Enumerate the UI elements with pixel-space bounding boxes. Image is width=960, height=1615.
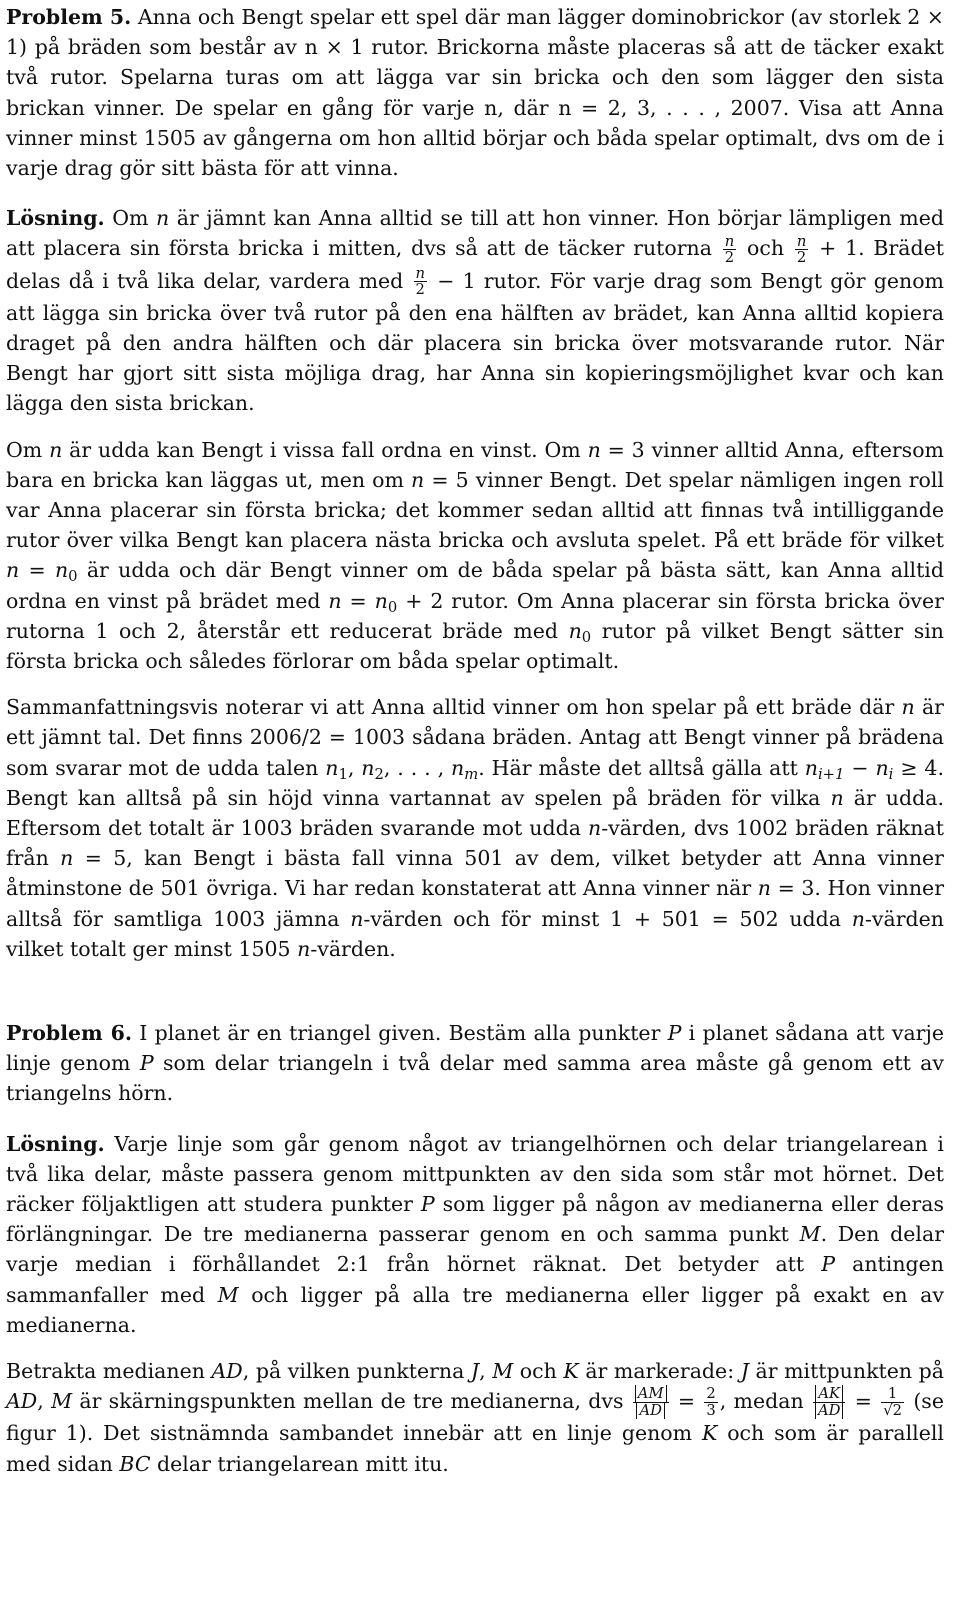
problem-6-label: Problem 6. <box>6 1020 133 1045</box>
math-var: n <box>830 785 844 810</box>
solution-5-paragraph-1 <box>6 203 944 418</box>
math-var: n <box>875 755 889 780</box>
text-run: Sammanfattningsvis noterar vi att Anna alltid vinner om hon spelar på ett bräde där <box>6 695 895 720</box>
problem-5-label: Problem 5. <box>6 5 132 29</box>
math-var: n <box>60 846 74 871</box>
math-var: J <box>740 1359 749 1383</box>
frac-num: AM <box>635 1385 667 1402</box>
text-run: antingen sammanfaller med <box>6 1252 944 1307</box>
text-run: -värden. <box>310 936 396 961</box>
text-run: , på vilken punkterna <box>242 1359 465 1383</box>
text-run: , <box>37 1389 44 1414</box>
text-run: Betrakta medianen <box>6 1359 205 1383</box>
solution-6-paragraph-1 <box>6 1129 944 1340</box>
text-run: som ligger på någon av medianerna eller deras förlängningar. De tre medianerna passerar genom en och samma punkt <box>6 1191 944 1247</box>
text-run: är ett jämnt tal. Det finns 2006/2 = 1003 sådana bräden. Antag att Bengt vinner på brädena som svarar mot de udda talen <box>6 695 944 780</box>
math-var: AD <box>6 1389 38 1414</box>
text-run: (se figur 1). Det sistnämnda sambandet innebär att en linje genom <box>6 1389 944 1446</box>
math-var: n <box>411 467 425 492</box>
text-run: Om <box>6 437 43 462</box>
fraction-2-over-3 <box>704 1386 717 1418</box>
subscript: i <box>888 765 894 783</box>
math-var: n <box>156 206 170 231</box>
text-run: och som är parallell med sidan <box>6 1421 944 1476</box>
fraction-n-over-2 <box>723 234 737 266</box>
text-run: = 3 vinner alltid Anna, eftersom bara en bricka kan läggas ut, men om <box>6 437 944 492</box>
math-var: K <box>701 1421 718 1446</box>
math-var: P <box>420 1191 435 1216</box>
text-run: ≥ 4. Bengt kan alltså på sin höjd vinna vartannat av spelen på bräden för vilka <box>6 755 944 810</box>
math-var: n <box>851 906 865 931</box>
math-var: M <box>492 1359 514 1383</box>
subscript: 0 <box>387 598 398 616</box>
text-run: rutor på vilket Bengt sätter sin första bricka och således förlorar om båda spelar optimalt. <box>6 618 944 673</box>
text-run: och <box>519 1359 557 1383</box>
math-var: P <box>667 1020 682 1045</box>
fraction-n-over-2 <box>414 266 428 298</box>
text-run: är udda och där Bengt vinner om de båda spelar på bästa sätt, kan Anna alltid ordna en vinst på brädet med <box>6 558 944 613</box>
fraction-am-over-ad <box>633 1386 669 1418</box>
text-run: -värden, dvs 1002 bräden räknat från <box>6 815 944 871</box>
text-run: är udda. Eftersom det totalt är 1003 bräden svarande mot udda <box>6 785 944 840</box>
frac-den: 2 <box>796 249 807 267</box>
subscript: i+1 <box>817 765 845 783</box>
text-run: = <box>677 1389 696 1414</box>
math-var: n <box>451 755 465 780</box>
math-var: n <box>361 755 375 780</box>
text-run: som delar triangeln i två delar med samma area måste gå genom ett av triangelns hörn. <box>6 1051 944 1106</box>
math-var: n <box>6 558 20 583</box>
text-run: I planet är en triangel given. Bestäm alla punkter <box>139 1020 661 1045</box>
frac-num: n <box>796 232 807 250</box>
frac-num: n <box>415 264 425 282</box>
text-run: + 1. Brädet delas då i två lika delar, vardera med <box>6 236 944 293</box>
text-run: är skärningspunkten mellan de tre medianerna, dvs <box>79 1389 624 1414</box>
math-var: n <box>587 437 601 462</box>
solution-6-paragraph-2 <box>6 1356 944 1479</box>
problem-5-text: Anna och Bengt spelar ett spel där man lägger dominobrickor (av storlek 2 × 1) på bräden som består av n × 1 rutor. Brickorna måste placeras så att de täcker exakt två rutor. Spelarna turas om att lägga var sin bricka och den som lägger den sista brickan vinner. De spelar en gång för varje n, där n = 2, 3, . . . , 2007. Visa att Anna vinner minst 1505 av gångerna om hon alltid börjar och båda spelar optimalt, dvs om de i varje drag gör sitt bästa för att vinna. <box>6 5 944 181</box>
solution-5-label: Lösning. <box>6 206 105 231</box>
text-run: är udda kan Bengt i vissa fall ordna en vinst. Om <box>69 437 581 462</box>
solution-5-paragraph-2 <box>6 435 944 677</box>
math-var: n <box>901 695 915 720</box>
text-run: , . . . , <box>383 755 445 780</box>
fraction-1-over-sqrt2 <box>881 1386 904 1418</box>
solution-6-label: Lösning. <box>6 1131 105 1156</box>
math-var: n <box>49 437 63 462</box>
subscript: 2 <box>374 765 384 783</box>
math-var: n <box>297 936 311 961</box>
subscript: 0 <box>581 628 592 646</box>
text-run: och ligger på alla tre medianerna eller ligger på exakt en av medianerna. <box>6 1282 944 1337</box>
text-run: = 3. Hon vinner alltså för samtliga 1003 jämna <box>6 876 944 931</box>
math-var: n <box>588 815 602 840</box>
math-var: M <box>51 1389 73 1414</box>
math-var: BC <box>119 1451 151 1476</box>
math-var: K <box>563 1359 579 1383</box>
math-var: AD <box>211 1359 243 1383</box>
text-run: -värden vilket totalt ger minst 1505 <box>6 906 944 961</box>
math-var: P <box>821 1252 836 1277</box>
subscript: m <box>464 765 479 783</box>
text-run: Om <box>112 206 149 231</box>
frac-num: 2 <box>706 1385 716 1403</box>
text-run: = <box>854 1389 872 1414</box>
math-var: M <box>217 1282 239 1307</box>
text-run: delar triangelarean mitt itu. <box>157 1451 449 1476</box>
text-run: , medan <box>719 1389 804 1414</box>
fraction-n-over-2 <box>795 234 809 266</box>
math-var: n <box>328 588 342 613</box>
text-run: är markerade: <box>585 1359 735 1383</box>
text-run: är jämnt kan Anna alltid se till att hon vinner. Hon börjar lämpligen med att placera sin första bricka i mitten, dvs så att de täcker rutorna <box>6 206 944 261</box>
math-var: n <box>350 906 364 931</box>
text-run: = 5, kan Bengt i bästa fall vinna 501 av dem, vilket betyder att Anna vinner åtminstone de 501 övriga. Vi har redan konstaterat att Anna vinner när <box>6 846 944 901</box>
frac-num: n <box>724 232 735 250</box>
text-run: , <box>479 1359 486 1383</box>
fraction-ak-over-ad <box>813 1386 845 1418</box>
math-var: P <box>139 1051 154 1076</box>
subscript: 0 <box>68 568 78 586</box>
text-run: är mittpunkten på <box>755 1359 944 1383</box>
frac-num: AK <box>815 1385 843 1402</box>
math-var: n <box>54 558 69 583</box>
math-var: n <box>804 755 818 780</box>
text-run: − <box>851 755 869 780</box>
math-var: n <box>325 755 339 780</box>
text-run: + 2 rutor. Om Anna placerar sin första bricka över rutorna 1 och 2, återstår ett reducerat bräde med <box>6 588 944 643</box>
text-run: = 5 vinner Bengt. Det spelar nämligen ingen roll var Anna placerar sin första bricka; det kommer sedan alltid att finnas två intilliggande rutor över vilka Bengt kan placera nästa bricka och avsluta spelet. På ett bräde för vilket <box>6 467 944 553</box>
math-var: n <box>374 588 388 613</box>
text-run: . Här måste det alltså gälla att <box>478 755 798 780</box>
subscript: 1 <box>338 765 348 783</box>
problem-5-statement <box>6 2 944 183</box>
math-var: M <box>799 1222 821 1247</box>
problem-6-statement <box>6 1018 944 1109</box>
frac-den: 2 <box>724 249 735 267</box>
math-var: n <box>757 876 771 901</box>
text-run: -värden och för minst 1 + 501 = 502 udda <box>363 906 842 931</box>
text-run: Varje linje som går genom något av triangelhörnen och delar triangelarean i två lika delar, måste passera genom mittpunkten av den sida som står mot hörnet. Det räcker följaktligen att studera punkter <box>6 1131 944 1216</box>
frac-den: √2 <box>883 1401 903 1419</box>
frac-den: 3 <box>706 1401 716 1419</box>
frac-num: 1 <box>881 1386 904 1403</box>
text-run: = <box>28 558 46 583</box>
math-var: n <box>568 618 582 643</box>
text-run: − 1 rutor. För varje drag som Bengt gör genom att lägga sin bricka över två rutor på den ena hälften av brädet, kan Anna alltid kopiera draget på den andra hälften och där placera sin bricka över motsvarande rutor. När Bengt har gjort sitt sista möjliga drag, har Anna sin kopieringsmöjlighet kvar och kan lägga den sista brickan. <box>6 268 944 416</box>
solution-5-paragraph-3: Sammanfattningsvis noterar vi att Anna alltid vinner om hon spelar på ett bräde där n är ett jämnt tal. Det finns 2006/2 = 1003 sådana bräden. Antag att Bengt vinner på brädena som svarar mot de udda talen $n_1$, $n_2$, . . . , $n_m$. Här måste det alltså gälla att $n_{i+1} - n_i \ge 4$. Bengt kan alltså på sin höjd vinna vartannat av spelen på bräden för vilka n är udda. Eftersom det totalt är 1003 bräden svarande mot udda n-värden, dvs 1002 bräden räknat från n = 5, kan Bengt i bästa fall vinna 501 av dem, vilket betyder att Anna vinner åtminstone de 501 övriga. Vi har redan konstaterat att Anna vinner när n = 3. Hon vinner alltså för samtliga 1003 jämna n-värden och för minst 1 + 501 = 502 udda n-värden vilket totalt ger minst 1505 n-värden. <box>6 695 944 961</box>
math-var: J <box>470 1359 480 1383</box>
text-run: och <box>747 236 785 261</box>
text-run: = <box>349 588 367 613</box>
frac-den: AD <box>636 1402 664 1419</box>
text-run: i planet sådana att varje linje genom <box>6 1020 944 1076</box>
text-run: . Den delar varje median i förhållandet 2:1 från hörnet räknat. Det betyder att <box>6 1222 945 1277</box>
frac-den: 2 <box>415 281 425 299</box>
frac-den: AD <box>815 1402 843 1419</box>
